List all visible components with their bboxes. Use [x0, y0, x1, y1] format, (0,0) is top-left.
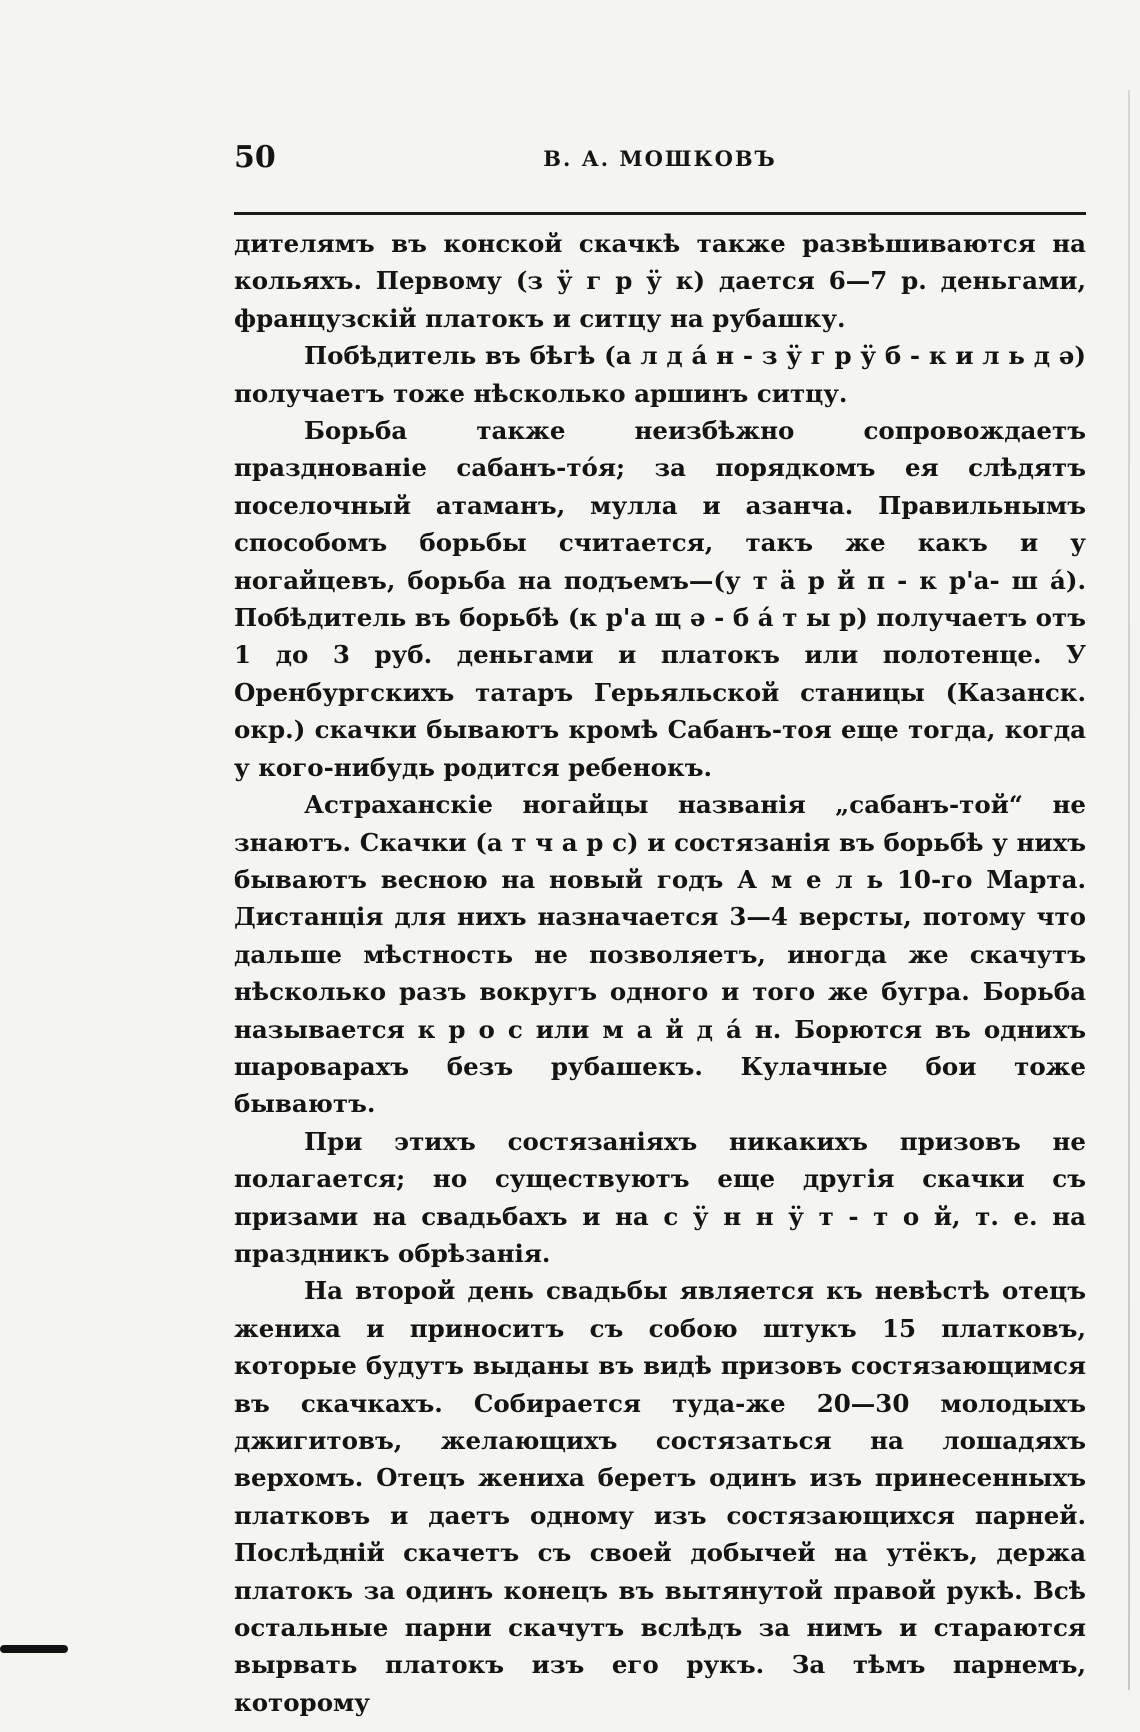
paragraph: На второй день свадьбы является къ невѣстѣ отецъ жениха и приноситъ съ собою штукъ 15 платковъ, которые будутъ выданы въ видѣ призовъ состязающимся въ скачкахъ. Собирается туда-же 20—30 молодыхъ джигитовъ, желающихъ состязаться на лошадяхъ верхомъ. Отецъ жениха беретъ одинъ изъ принесенныхъ платковъ и даетъ одному изъ состязающихся парней. Послѣдній скачетъ съ своей добычей на утёкъ, держа платокъ за одинъ конецъ въ вытянутой правой рукѣ. Всѣ остальные парни скачутъ вслѣдъ за нимъ и стараются вырвать платокъ изъ его рукъ. За тѣмъ парнемъ, которому — [234, 1276, 1086, 1717]
body-text — [234, 225, 1086, 1717]
header-rule — [234, 212, 1086, 215]
page-edge-shadow — [1128, 90, 1130, 1690]
paragraph: Побѣдитель въ бѣгѣ (а л д á н - з ӱ г р ӱ б - к и л ь д ә) получаетъ тоже нѣсколько аршинъ ситцу. — [234, 341, 1086, 408]
page-header — [234, 138, 1086, 178]
paragraph: Борьба также неизбѣжно сопровождаетъ празднованіе сабанъ-тóя; за порядкомъ ея слѣдятъ поселочный атаманъ, мулла и азанча. Правильнымъ способомъ борьбы считается, такъ же какъ и у ногайцевъ, борьба на подъемъ—(у т ä р й п - к р'а- ш á). Побѣдитель въ борьбѣ (к р'а щ ә - б á т ы р) получаетъ отъ 1 до 3 руб. деньгами и платокъ или полотенце. У Оренбургскихъ татаръ Герьяльской станицы (Казанск. окр.) скачки бываютъ кромѣ Сабанъ-тоя еще тогда, когда у кого-нибудь родится ребенокъ. — [234, 416, 1086, 782]
page-number: 50 — [234, 140, 276, 175]
running-head: В. А. МОШКОВЪ — [543, 146, 777, 171]
paragraph-continued: дителямъ въ конской скачкѣ также развѣшиваются на кольяхъ. Первому (з ӱ г р ӱ к) дается 6—7 р. деньгами, французскій платокъ и ситцу на рубашку. — [234, 229, 1086, 333]
paragraph: При этихъ состязаніяхъ никакихъ призовъ не полагается; но существуютъ еще другія скачки съ призами на свадьбахъ и на с ӱ н н ӱ т - т о й, т. е. на праздникъ обрѣзанія. — [234, 1126, 1086, 1268]
paragraph: Астраханскіе ногайцы названія „сабанъ-той“ не знаютъ. Скачки (а т ч а р с) и состязанія въ борьбѣ у нихъ бываютъ весною на новый годъ А м е л ь 10-го Марта. Дистанція для нихъ назначается 3—4 версты, потому что дальше мѣстность не позволяетъ, иногда же скачутъ нѣсколько разъ вокругъ одного и того же бугра. Борьба называется к р о с или м а й д á н. Борются въ однихъ шароварахъ безъ рубашекъ. Кулачные бои тоже бываютъ. — [234, 790, 1086, 1119]
scan-edge-mark — [0, 1645, 68, 1653]
